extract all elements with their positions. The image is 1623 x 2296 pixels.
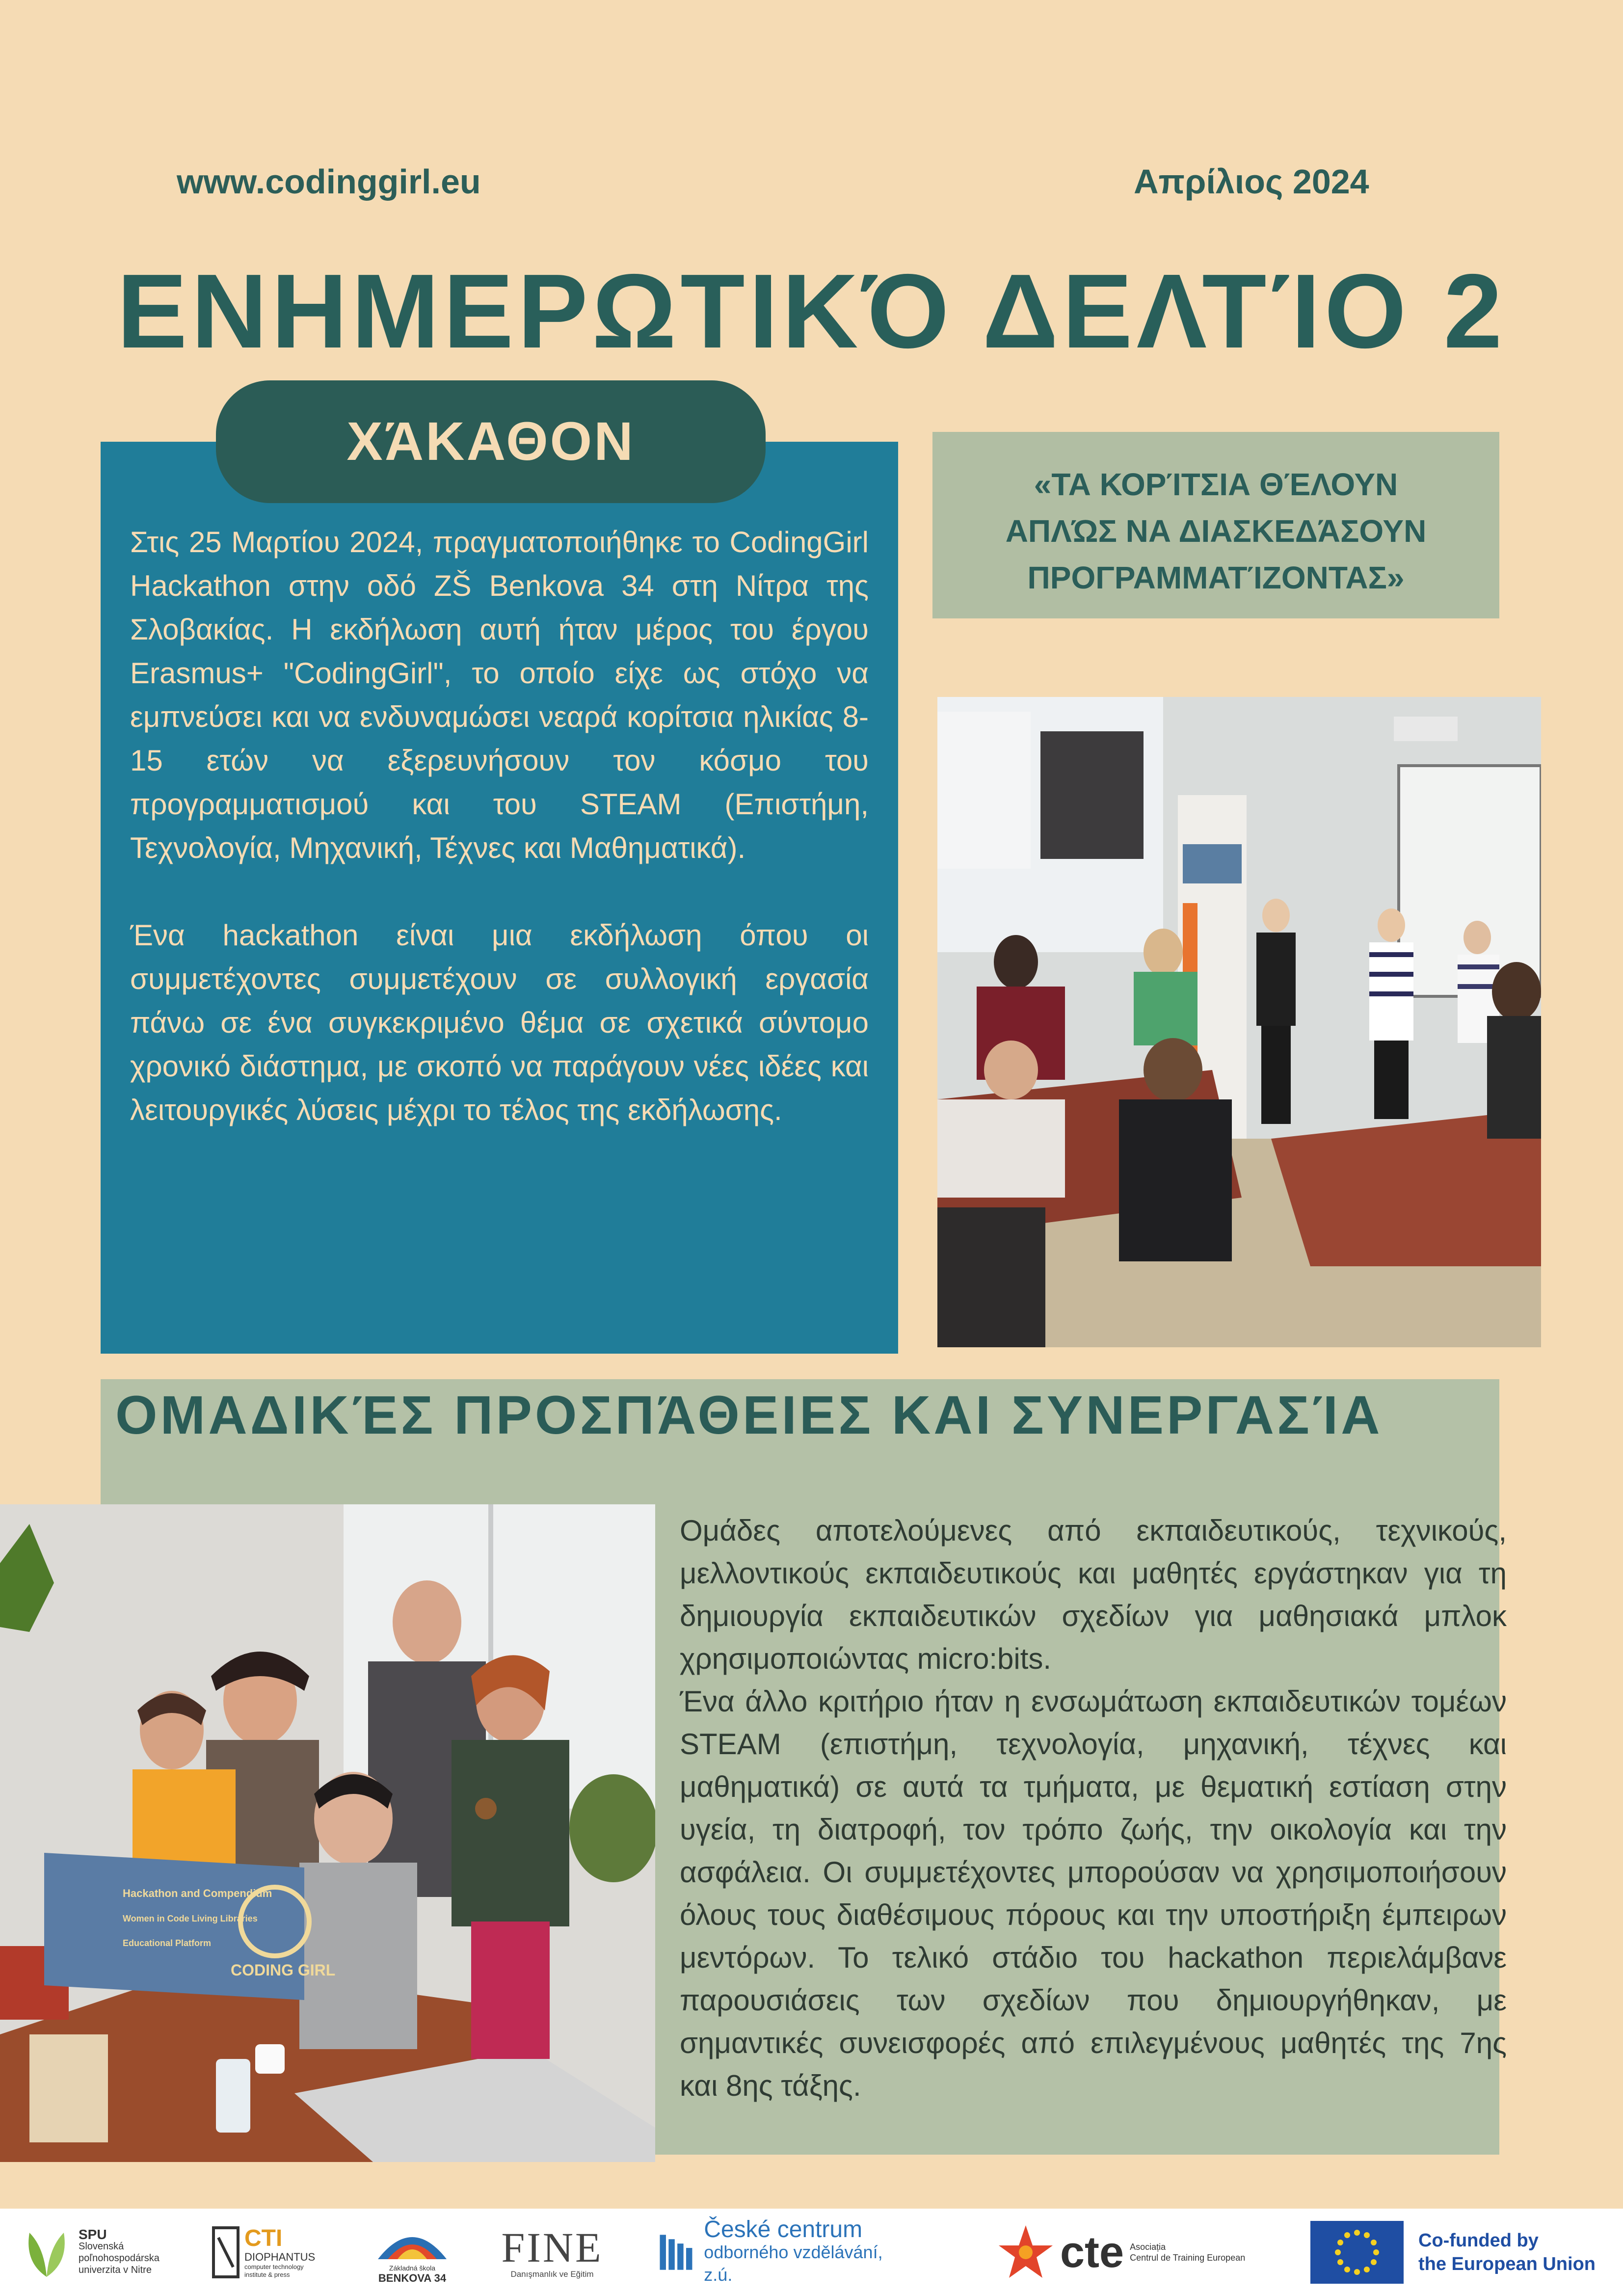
cti-emblem-icon: [211, 2225, 240, 2279]
benkova-emblem-icon: [373, 2220, 452, 2264]
cti-sub: DIOPHANTUS: [244, 2251, 316, 2263]
hackathon-paragraph-2: Ένα hackathon είναι μια εκδήλωση όπου οι συμμετέχοντες συμμετέχουν σε συλλογική εργασία πάνω σε ένα συγκεκριμένο θέμα σε σχετικά σύντομο χρονικό διάστημα, με σκοπό να παράγουν νέες ιδέες και λειτουργικές λύσεις μέχρι το τέλος της εκδήλωσης.: [130, 919, 869, 1126]
fine-sub: Danışmanlık ve Eğitim: [510, 2269, 594, 2279]
teamwork-paragraph-2: Ένα άλλο κριτήριο ήταν η ενσωμάτωση εκπαιδευτικών τομέων STEAM (επιστήμη, τεχνολογία, μηχανική, τέχνες και μαθηματικά) σε αυτά τα τμήματα, με θεματική εστίαση στην υγεία, τη διατροφή, τον τρόπο ζωής, την οικολογία και την ασφάλεια. Οι συμμετέχοντες μπορούσαν να χρησιμοποιήσουν όλους τους διαθέσιμους πόρους και την υποστήριξη έμπειρων μεντόρων. Το τελικό στάδιο του hackathon περιελάμβανε παρουσιάσεις των σχεδίων που δημιουργήθηκαν, με σημαντικές συνεισφορές από επιλεγμένους μαθητές της 7ης και 8ης τάξης.: [680, 1685, 1507, 2102]
issue-date: Απρίλιος 2024: [1134, 162, 1369, 201]
hackathon-heading-pill: [216, 380, 766, 503]
quote-line-1: «ΤΑ ΚΟΡΊΤΣΙΑ ΘΈΛΟΥΝ: [1034, 467, 1398, 502]
eu-cofunded-logo: [1310, 2209, 1615, 2296]
benkova-line-1: Základná škola: [389, 2264, 436, 2272]
spu-name: SPU: [79, 2227, 107, 2242]
teamwork-heading: ΟΜΑΔΙΚΈΣ ΠΡΟΣΠΆΘΕΙΕΣ ΚΑΙ ΣΥΝΕΡΓΑΣΊΑ: [115, 1385, 1383, 1445]
spu-line-1: Slovenská: [79, 2241, 124, 2252]
benkova-logo: [368, 2209, 456, 2296]
cte-line-2: Centrul de Training European: [1130, 2253, 1246, 2263]
benkova-line-2: BENKOVA 34: [378, 2272, 447, 2284]
cte-line-1: Asociația: [1130, 2242, 1166, 2252]
eu-line-2: the European Union: [1418, 2254, 1596, 2274]
quote-box: [932, 432, 1499, 618]
fine-name: FINE: [501, 2224, 603, 2271]
cte-name: cte: [1060, 2228, 1124, 2277]
ceske-centrum-logo: [658, 2209, 893, 2296]
banner-line-3: Educational Platform: [123, 1938, 212, 1948]
spu-leaf-icon: [20, 2223, 74, 2282]
cti-name: CTI: [244, 2225, 283, 2251]
cte-logo: [996, 2209, 1291, 2296]
hackathon-text: [130, 520, 869, 1175]
team-photo-illustration: [0, 1504, 655, 2162]
cte-star-icon: [996, 2223, 1055, 2282]
banner-line-2: Women in Code Living Libraries: [123, 1914, 258, 1923]
fine-logo: [496, 2209, 609, 2296]
hackathon-heading: ΧΆΚΑΘΟΝ: [346, 411, 635, 472]
spu-logo: [20, 2209, 167, 2296]
quote-text: [932, 432, 1499, 601]
team-photo: [0, 1504, 655, 2162]
classroom-photo-illustration: [937, 697, 1541, 1347]
spu-line-2: poľnohospodárska: [79, 2253, 160, 2264]
banner-brand: CODING GIRL: [231, 1961, 336, 1979]
hackathon-classroom-photo: [937, 697, 1541, 1347]
partner-logos-footer: [0, 2209, 1623, 2296]
eu-flag-icon: [1310, 2221, 1404, 2284]
quote-line-3: ΠΡΟΓΡΑΜΜΑΤΊΖΟΝΤΑΣ»: [1027, 560, 1405, 595]
newsletter-title: ΕΝΗΜΕΡΩΤΙΚΌ ΔΕΛΤΊΟ 2: [117, 252, 1506, 370]
quote-line-2: ΑΠΛΏΣ ΝΑ ΔΙΑΣΚΕΔΆΣΟΥΝ: [1005, 513, 1427, 549]
teamwork-paragraph-1: Ομάδες αποτελούμενες από εκπαιδευτικούς, τεχνικούς, μελλοντικούς εκπαιδευτικούς και μαθητές εργάστηκαν για τη δημιουργία εκπαιδευτικών σχεδίων για μαθησιακά μπλοκ χρησιμοποιώντας micro:bits.: [680, 1514, 1507, 1675]
spu-line-3: univerzita v Nitre: [79, 2265, 152, 2275]
banner-line-1: Hackathon and Compendium: [123, 1887, 272, 1899]
hackathon-paragraph-1: Στις 25 Μαρτίου 2024, πραγματοποιήθηκε το CodingGirl Hackathon στην οδό ZŠ Benkova 34 στη Νίτρα της Σλοβακίας. Η εκδήλωση αυτή ήταν μέρος του έργου Erasmus+ "CodingGirl", το οποίο είχε ως στόχο να εμπνεύσει και να ενδυναμώσει νεαρά κορίτσια ηλικίας 8-15 ετών να εξερευνήσουν τον κόσμο του προγραμματισμού και του STEAM (Επιστήμη, Τεχνολογία, Μηχανική, Τέχνες και Μαθηματικά).: [130, 526, 869, 864]
ceske-line-2: odborného vzdělávání, z.ú.: [704, 2242, 883, 2285]
ceske-centrum-icon: [658, 2228, 697, 2277]
teamwork-text: [680, 1509, 1507, 2107]
cti-logo: [211, 2209, 329, 2296]
ceske-line-1: České centrum: [704, 2216, 863, 2243]
website-url[interactable]: www.codinggirl.eu: [177, 162, 481, 201]
cti-line-1: computer technology: [244, 2263, 304, 2270]
cti-line-2: institute & press: [244, 2271, 290, 2278]
eu-line-1: Co-funded by: [1418, 2230, 1539, 2251]
